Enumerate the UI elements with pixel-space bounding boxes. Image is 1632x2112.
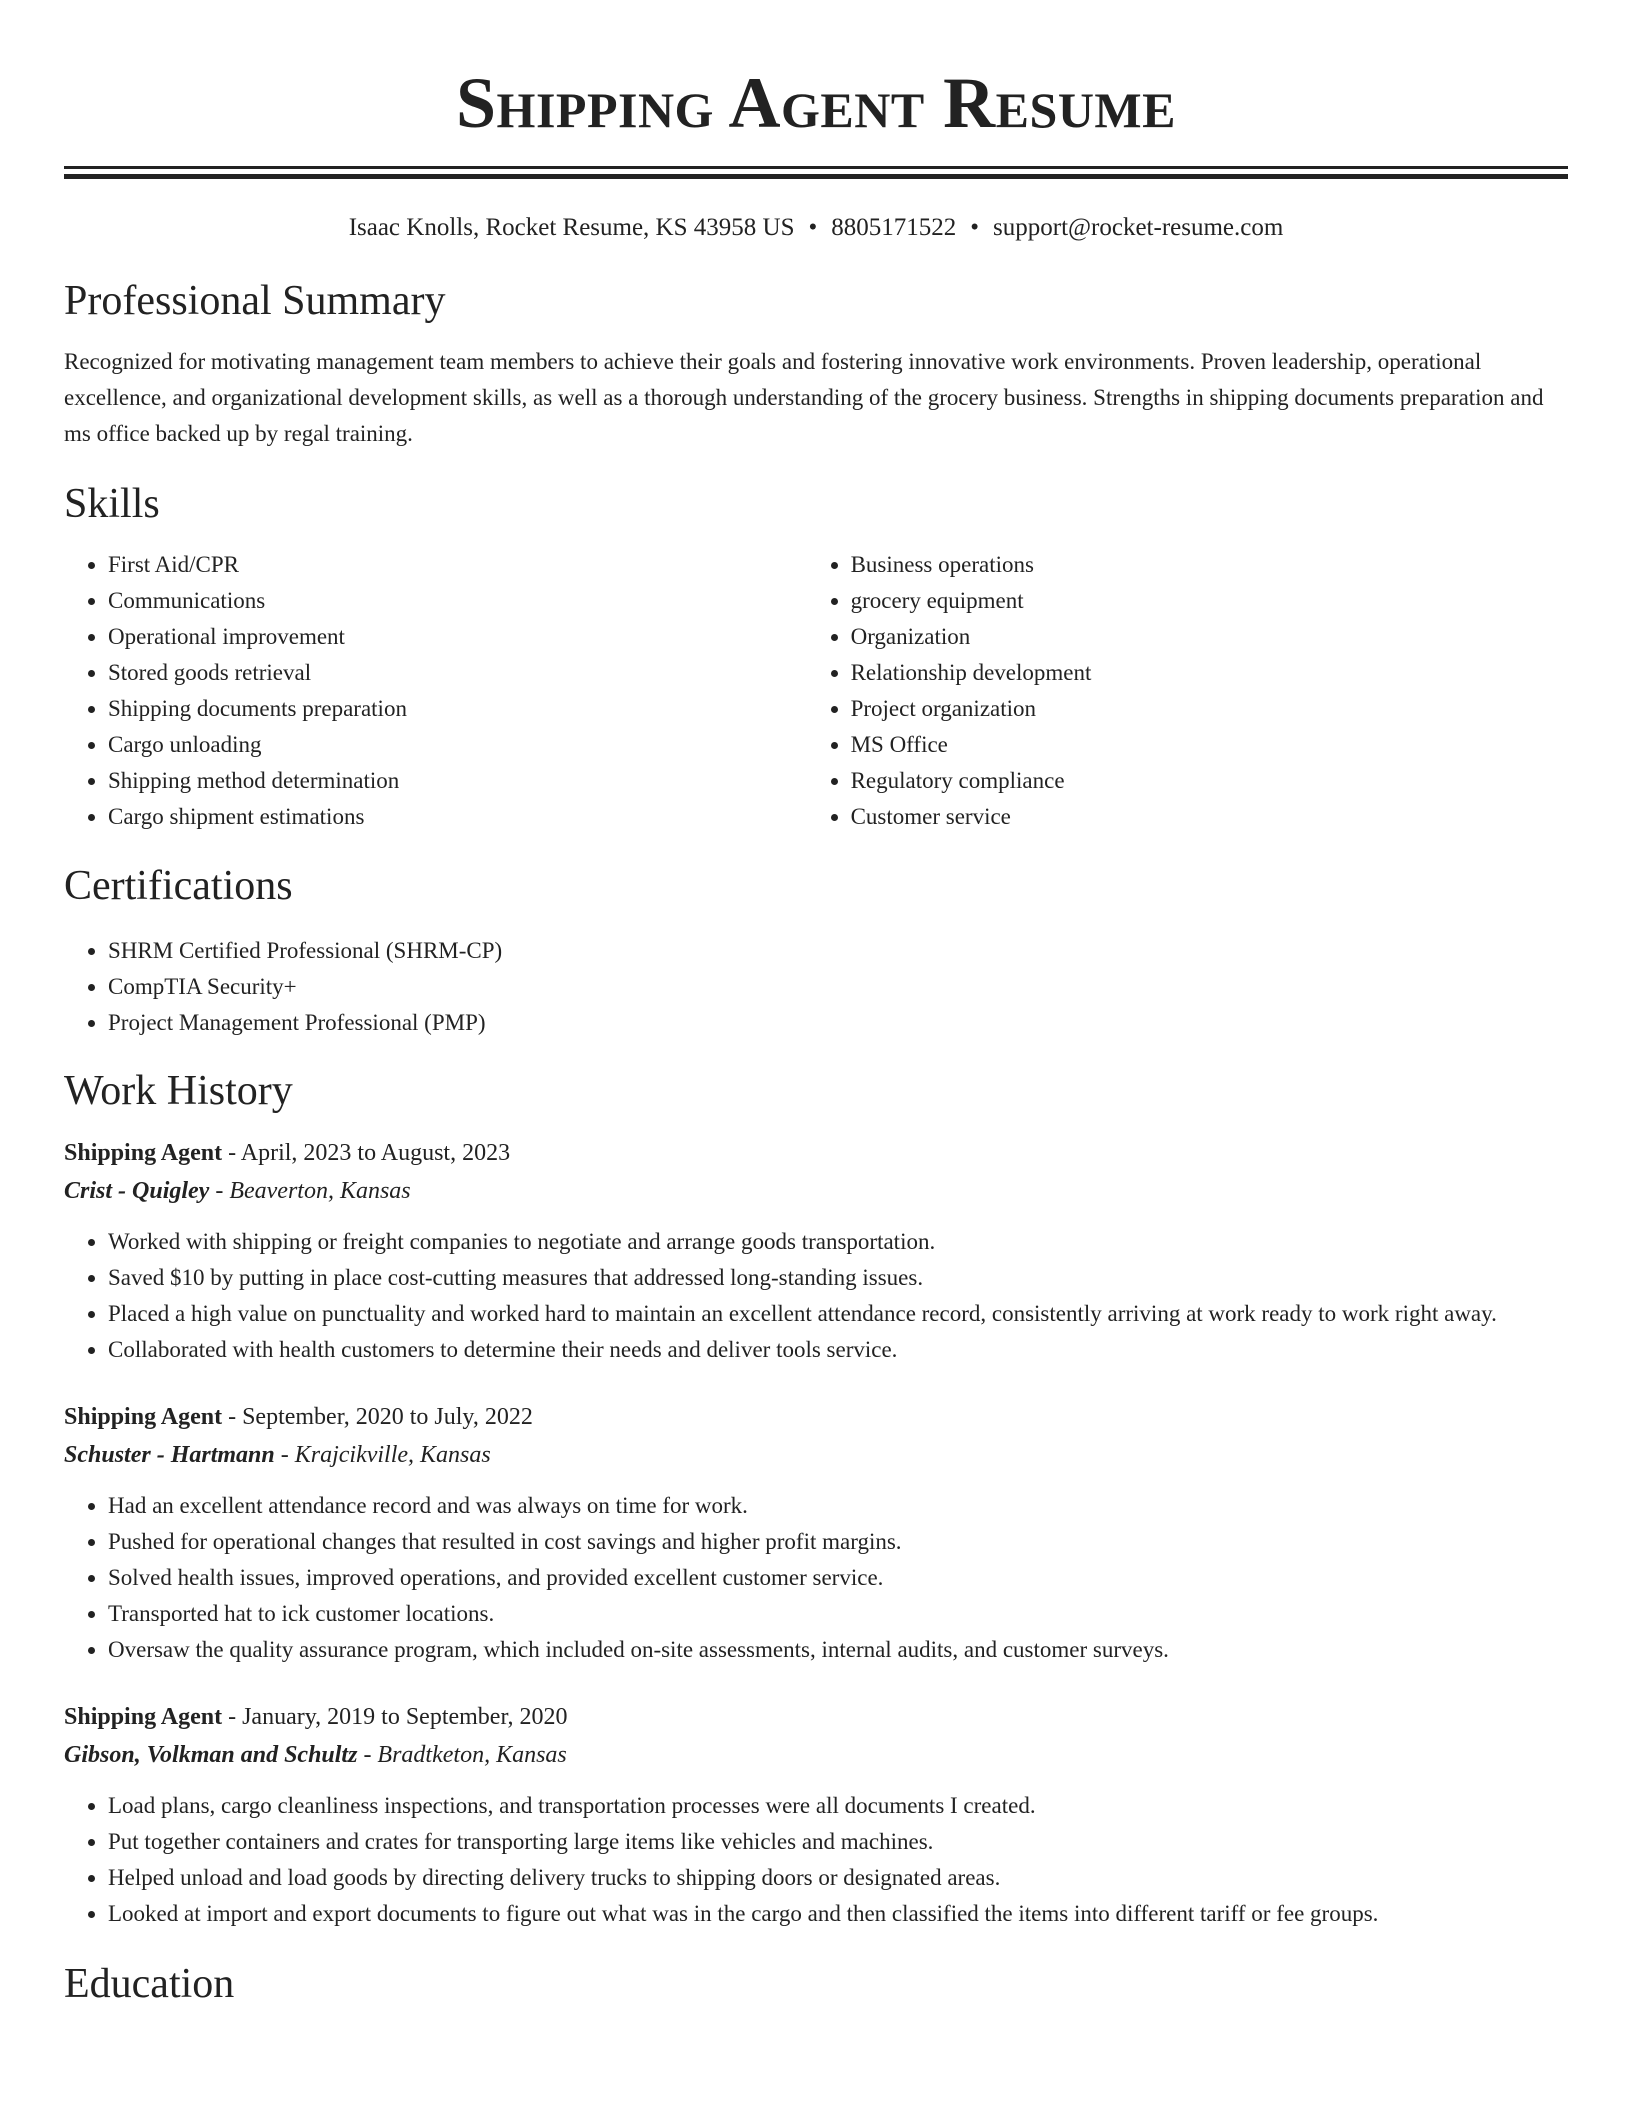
page-title: Shipping Agent Resume — [456, 63, 1176, 143]
contact-email: support@rocket-resume.com — [993, 214, 1284, 241]
title-rule-thin — [64, 166, 1568, 169]
certification-item: • SHRM Certified Professional (SHRM-CP) — [108, 933, 1568, 969]
job-bullet: • Worked with shipping or freight companies to negotiate and arrange goods transportation. — [108, 1224, 1568, 1260]
certifications-list — [64, 933, 1568, 1041]
summary-heading: Professional Summary — [64, 278, 446, 324]
job-entry — [64, 1134, 1568, 1368]
skill-item: • Cargo unloading — [108, 727, 807, 763]
job-bullets — [64, 1788, 1568, 1932]
skill-item: • Cargo shipment estimations — [108, 799, 807, 835]
job-dates: - September, 2020 to July, 2022 — [222, 1404, 533, 1430]
skill-item: • grocery equipment — [851, 583, 1568, 619]
job-entry — [64, 1398, 1568, 1668]
job-company: Gibson, Volkman and Schultz — [64, 1742, 358, 1768]
job-bullet: • Load plans, cargo cleanliness inspections, and transportation processes were all documents I created. — [108, 1788, 1568, 1824]
job-location: - Bradtketon, Kansas — [357, 1742, 567, 1768]
skill-item: • First Aid/CPR — [108, 547, 807, 583]
certification-item: • CompTIA Security+ — [108, 969, 1568, 1005]
summary-text: Recognized for motivating management team members to achieve their goals and fostering innovative work environments. Proven leadership, operational excellence, and organizational development skills, as well as a thorough understanding of the grocery business. Strengths in shipping documents preparation and ms office backed up by regal training. — [64, 349, 1544, 446]
skill-item: • Relationship development — [851, 655, 1568, 691]
job-bullet: • Solved health issues, improved operations, and provided excellent customer service. — [108, 1560, 1568, 1596]
job-bullet: • Saved $10 by putting in place cost-cutting measures that addressed long-standing issues. — [108, 1260, 1568, 1296]
certifications-heading: Certifications — [64, 863, 293, 909]
contact-address: Isaac Knolls, Rocket Resume, KS 43958 US — [348, 214, 795, 241]
contact-separator: • — [970, 214, 980, 241]
skills-grid — [64, 547, 1568, 835]
job-role: Shipping Agent — [64, 1704, 223, 1730]
title-rule-thick — [64, 174, 1568, 179]
job-dates: - January, 2019 to September, 2020 — [222, 1704, 568, 1730]
job-title-line — [64, 1698, 1568, 1736]
job-title-line — [64, 1398, 1568, 1436]
job-bullet: • Transported hat to ick customer locations. — [108, 1596, 1568, 1632]
contact-separator: • — [808, 214, 818, 241]
job-dates: - April, 2023 to August, 2023 — [222, 1140, 511, 1166]
job-bullet: • Had an excellent attendance record and was always on time for work. — [108, 1488, 1568, 1524]
job-company-line — [64, 1172, 1568, 1210]
job-company-line — [64, 1436, 1568, 1474]
job-location: - Beaverton, Kansas — [209, 1178, 411, 1204]
skill-item: • Shipping documents preparation — [108, 691, 807, 727]
job-bullet: • Collaborated with health customers to determine their needs and deliver tools service. — [108, 1332, 1568, 1368]
job-company: Schuster - Hartmann — [64, 1442, 275, 1468]
skill-item: • Communications — [108, 583, 807, 619]
education-heading: Education — [64, 1961, 235, 2007]
certification-item: • Project Management Professional (PMP) — [108, 1005, 1568, 1041]
job-bullet: • Pushed for operational changes that resulted in cost savings and higher profit margins. — [108, 1524, 1568, 1560]
work-history-list — [64, 1134, 1568, 1932]
skill-item: • Customer service — [851, 799, 1568, 835]
skills-list-left — [64, 547, 807, 835]
skill-item: • Shipping method determination — [108, 763, 807, 799]
job-company-line — [64, 1736, 1568, 1774]
skill-item: • MS Office — [851, 727, 1568, 763]
work-history-heading: Work History — [64, 1068, 293, 1114]
job-company: Crist - Quigley — [64, 1178, 210, 1204]
job-bullet: • Helped unload and load goods by directing delivery trucks to shipping doors or designated areas. — [108, 1860, 1568, 1896]
job-bullet: • Placed a high value on punctuality and worked hard to maintain an excellent attendance record, consistently arriving at work ready to work right away. — [108, 1296, 1568, 1332]
skill-item: • Operational improvement — [108, 619, 807, 655]
job-role: Shipping Agent — [64, 1140, 223, 1166]
job-bullets — [64, 1488, 1568, 1668]
job-location: - Krajcikville, Kansas — [274, 1442, 491, 1468]
job-bullet: • Oversaw the quality assurance program, which included on-site assessments, internal audits, and customer surveys. — [108, 1632, 1568, 1668]
resume-page — [64, 0, 1568, 2009]
contact-phone: 8805171522 — [831, 214, 957, 241]
job-bullet: • Looked at import and export documents to figure out what was in the cargo and then classified the items into different tariff or fee groups. — [108, 1896, 1568, 1932]
contact-line — [64, 210, 1568, 246]
skill-item: • Organization — [851, 619, 1568, 655]
skills-heading: Skills — [64, 481, 160, 527]
job-role: Shipping Agent — [64, 1404, 223, 1430]
skill-item: • Regulatory compliance — [851, 763, 1568, 799]
job-title-line — [64, 1134, 1568, 1172]
job-bullets — [64, 1224, 1568, 1368]
job-bullet: • Put together containers and crates for transporting large items like vehicles and machines. — [108, 1824, 1568, 1860]
skills-list-right — [807, 547, 1568, 835]
skill-item: • Stored goods retrieval — [108, 655, 807, 691]
skill-item: • Project organization — [851, 691, 1568, 727]
skill-item: • Business operations — [851, 547, 1568, 583]
job-entry — [64, 1698, 1568, 1932]
